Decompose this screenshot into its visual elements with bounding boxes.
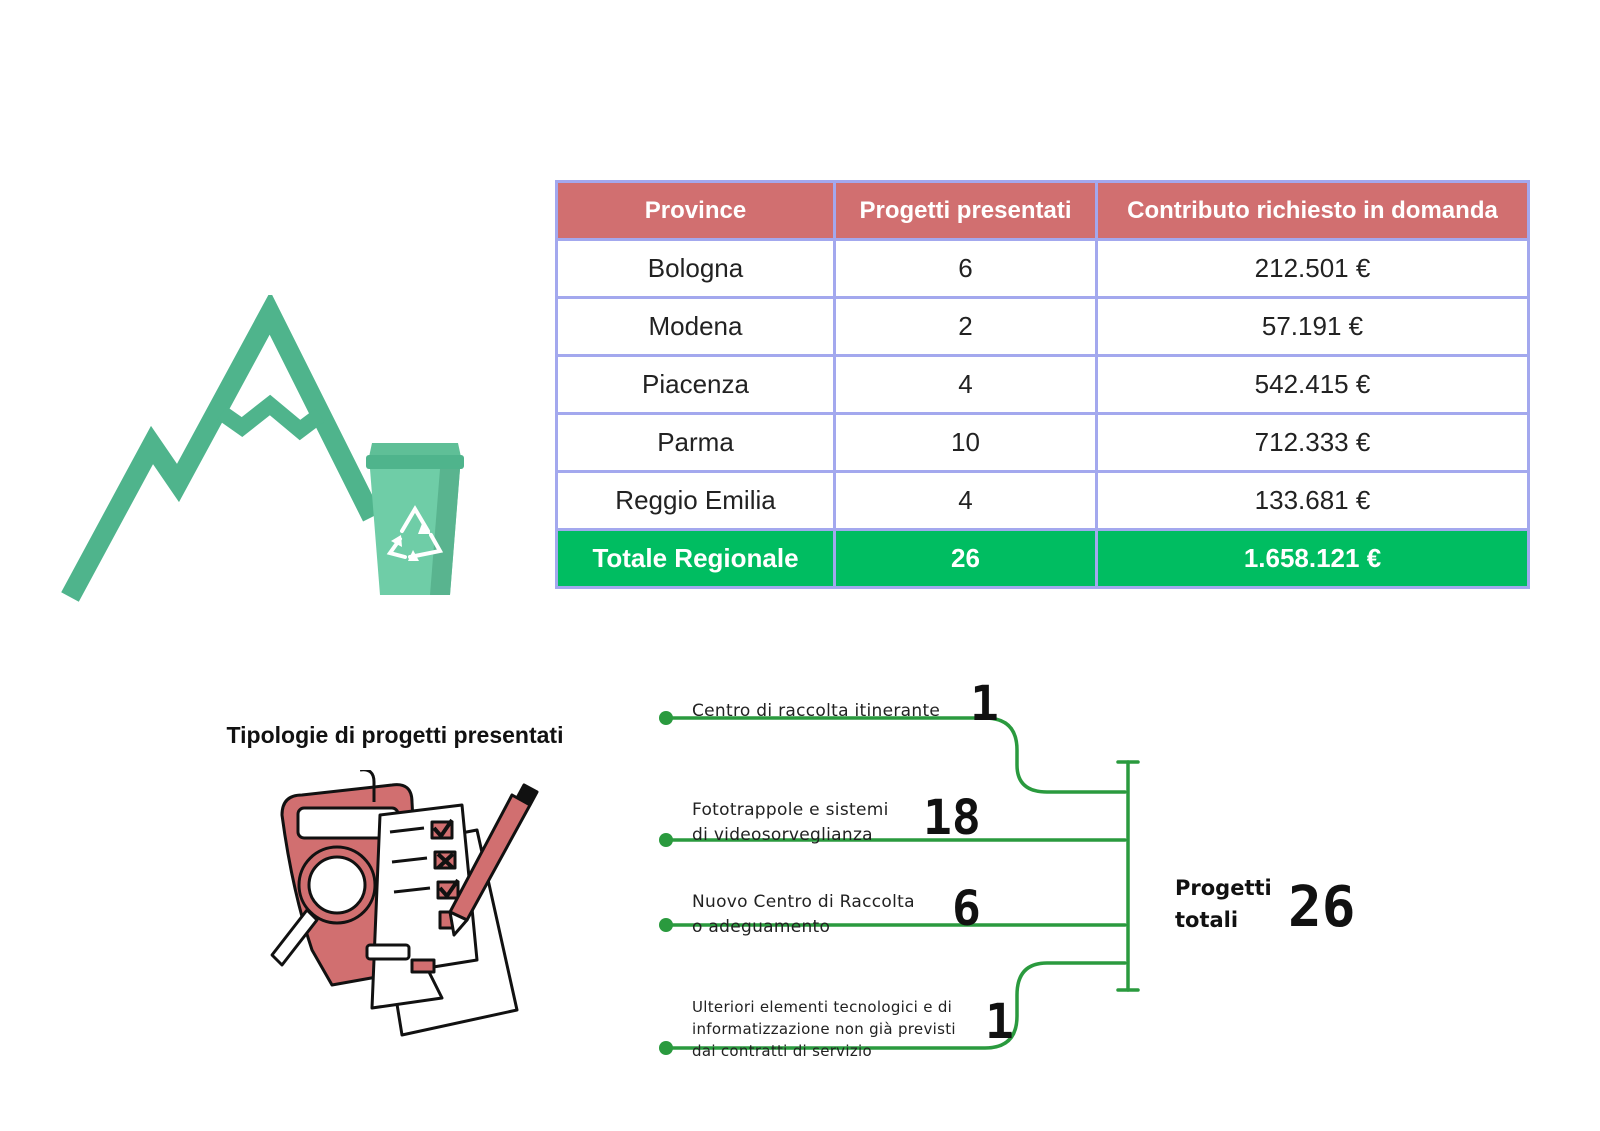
total-contribution: 1.658.121 €: [1097, 530, 1529, 588]
mountain-recycle-illustration: [60, 295, 480, 615]
type-label-line: informatizzazione non già previsti: [692, 1020, 956, 1038]
table-row: [557, 240, 1529, 298]
type-label-line: dai contratti di servizio: [692, 1042, 872, 1060]
type-label-line: Nuovo Centro di Raccolta: [692, 892, 915, 912]
mountain-icon: [70, 313, 372, 597]
cell-province: Parma: [557, 414, 835, 472]
cell-projects: 4: [835, 356, 1097, 414]
table-row: [557, 414, 1529, 472]
type-count: 18: [923, 790, 981, 846]
header-province: Province: [557, 182, 835, 240]
cell-projects: 2: [835, 298, 1097, 356]
cell-contribution: 542.415 €: [1097, 356, 1529, 414]
recycle-bin-icon: [366, 443, 464, 595]
type-label: [692, 699, 940, 724]
table-row: [557, 472, 1529, 530]
cell-projects: 10: [835, 414, 1097, 472]
cell-province: Piacenza: [557, 356, 835, 414]
table-total-row: [557, 530, 1529, 588]
province-table-container: [555, 180, 1527, 589]
type-label: [692, 996, 956, 1062]
type-label-line: di videosorveglianza: [692, 825, 873, 845]
table-row: [557, 298, 1529, 356]
type-count: 6: [952, 881, 981, 937]
cell-projects: 4: [835, 472, 1097, 530]
total-projects: 26: [835, 530, 1097, 588]
province-table: [555, 180, 1530, 589]
type-label-line: Fototrappole e sistemi: [692, 800, 889, 820]
type-label-line: Ulteriori elementi tecnologici e di: [692, 998, 953, 1016]
cell-contribution: 133.681 €: [1097, 472, 1529, 530]
type-label: [692, 890, 915, 940]
type-count: 1: [970, 676, 999, 732]
type-label-line: o adeguamento: [692, 917, 831, 937]
cell-contribution: 57.191 €: [1097, 298, 1529, 356]
table-row: [557, 356, 1529, 414]
cell-province: Bologna: [557, 240, 835, 298]
total-projects-label: [1175, 872, 1272, 936]
total-label: Totale Regionale: [557, 530, 835, 588]
clipboard-checklist-icon: [262, 770, 562, 1045]
cell-province: Modena: [557, 298, 835, 356]
table-header-row: [557, 182, 1529, 240]
header-projects: Progetti presentati: [835, 182, 1097, 240]
type-count: 1: [985, 994, 1014, 1050]
cell-projects: 6: [835, 240, 1097, 298]
cell-province: Reggio Emilia: [557, 472, 835, 530]
header-contribution: Contributo richiesto in domanda: [1097, 182, 1529, 240]
type-label-line: Centro di raccolta itinerante: [692, 701, 941, 721]
total-label-line: totali: [1175, 908, 1239, 932]
cell-contribution: 712.333 €: [1097, 414, 1529, 472]
total-label-line: Progetti: [1175, 876, 1272, 900]
cell-contribution: 212.501 €: [1097, 240, 1529, 298]
section-title: Tipologie di progetti presentati: [226, 722, 564, 748]
type-label: [692, 798, 889, 848]
total-projects-count: 26: [1288, 875, 1356, 940]
